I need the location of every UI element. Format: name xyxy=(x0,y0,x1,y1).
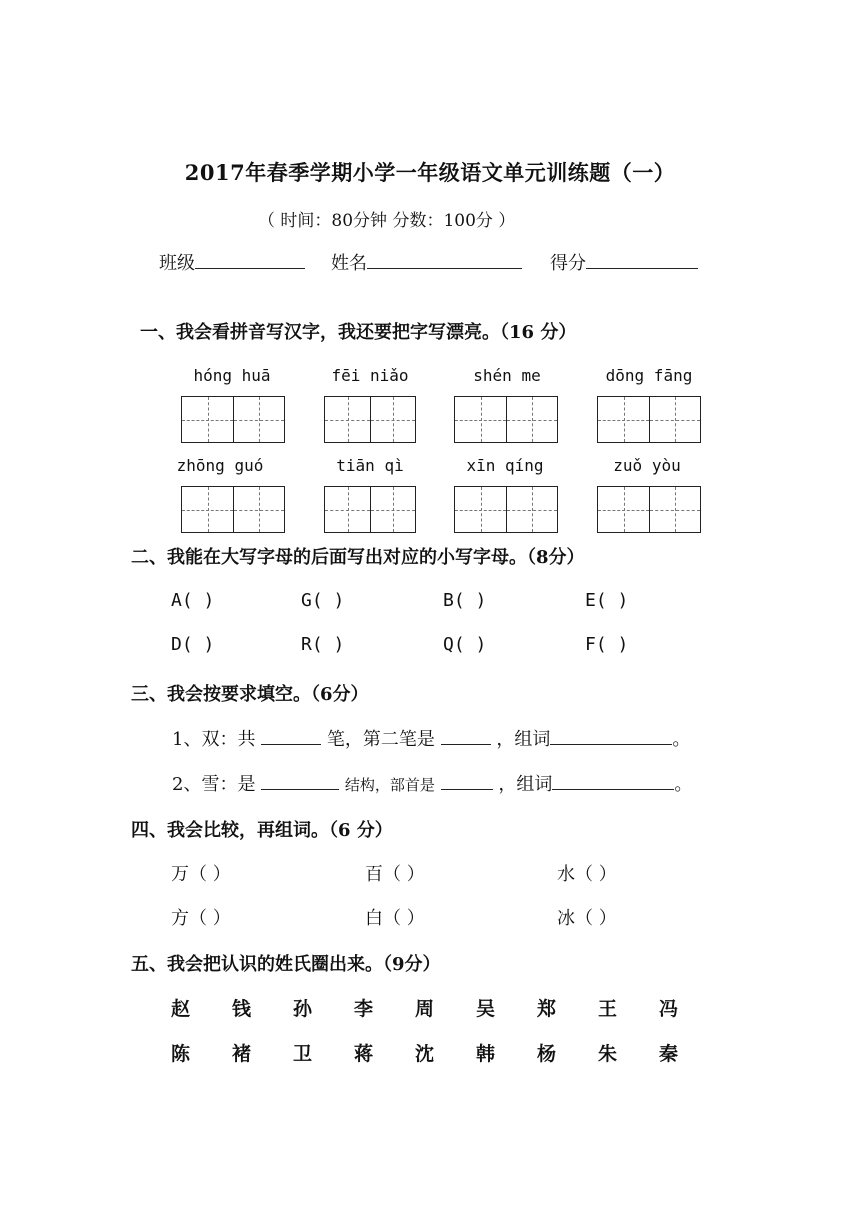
pinyin-label: hóng huā xyxy=(193,366,271,385)
fill-line-1 xyxy=(172,725,690,751)
class-label: 班级 xyxy=(159,253,195,274)
fill-text: 1、双：共 xyxy=(172,729,256,750)
surname[interactable]: 冯 xyxy=(659,998,679,1020)
writing-grid[interactable] xyxy=(597,396,701,443)
fill-text: 2、雪：是 xyxy=(172,774,256,795)
writing-grid[interactable] xyxy=(454,396,558,443)
letter-blank[interactable]: D( ) xyxy=(171,634,215,655)
writing-grid[interactable] xyxy=(181,396,285,443)
section2-heading: 二、我能在大写字母的后面写出对应的小写字母。（8分） xyxy=(131,547,585,568)
word-blank[interactable] xyxy=(552,771,674,790)
second-stroke-blank[interactable] xyxy=(441,726,491,745)
surname[interactable]: 杨 xyxy=(537,1043,557,1065)
word-blank[interactable] xyxy=(550,726,672,745)
letter-blank[interactable]: Q( ) xyxy=(443,634,487,655)
writing-grid[interactable] xyxy=(597,486,701,533)
pinyin-label: dōng fāng xyxy=(605,366,693,385)
compare-blank[interactable]: 水（ ） xyxy=(557,864,617,885)
pinyin-label: fēi niǎo xyxy=(331,366,409,385)
surname[interactable]: 孙 xyxy=(293,998,313,1020)
pinyin-label: shén me xyxy=(473,366,541,385)
class-field xyxy=(159,249,305,275)
surname[interactable]: 赵 xyxy=(171,998,191,1020)
radical-blank[interactable] xyxy=(441,771,493,790)
surname[interactable]: 秦 xyxy=(659,1043,679,1065)
letter-blank[interactable]: A( ) xyxy=(171,590,215,611)
section4-heading: 四、我会比较，再组词。（6 分） xyxy=(131,820,393,841)
fill-text: ，组词 xyxy=(496,729,551,750)
section5-heading: 五、我会把认识的姓氏圈出来。（9分） xyxy=(131,954,441,975)
letter-blank[interactable]: G( ) xyxy=(301,590,345,611)
class-blank[interactable] xyxy=(195,250,305,269)
compare-blank[interactable]: 冰（ ） xyxy=(557,908,617,929)
score-label: 得分 xyxy=(550,253,586,274)
score-blank[interactable] xyxy=(586,250,698,269)
letter-blank[interactable]: F( ) xyxy=(585,634,629,655)
surname[interactable]: 沈 xyxy=(415,1043,435,1065)
surname[interactable]: 吴 xyxy=(476,998,496,1020)
writing-grid[interactable] xyxy=(324,396,416,443)
exam-time-score: （ 时间：80分钟 分数：100分 ） xyxy=(258,211,516,231)
surname[interactable]: 卫 xyxy=(293,1043,313,1065)
surname[interactable]: 韩 xyxy=(476,1043,496,1065)
surname[interactable]: 王 xyxy=(598,998,618,1020)
fill-text: 。 xyxy=(672,729,691,750)
surname[interactable]: 周 xyxy=(415,998,435,1020)
compare-blank[interactable]: 白（ ） xyxy=(365,908,425,929)
letter-blank[interactable]: E( ) xyxy=(585,590,629,611)
surname[interactable]: 朱 xyxy=(598,1043,618,1065)
fill-text: 结构，部首是 xyxy=(344,776,435,794)
structure-blank[interactable] xyxy=(261,771,339,790)
writing-grid[interactable] xyxy=(454,486,558,533)
score-field xyxy=(550,249,698,275)
pinyin-label: tiān qì xyxy=(336,456,404,475)
writing-grid[interactable] xyxy=(324,486,416,533)
letter-blank[interactable]: R( ) xyxy=(301,634,345,655)
compare-blank[interactable]: 方（ ） xyxy=(171,908,231,929)
name-field xyxy=(331,249,522,275)
writing-grid[interactable] xyxy=(181,486,285,533)
pinyin-label: zhōng guó xyxy=(176,456,264,475)
name-blank[interactable] xyxy=(367,250,522,269)
section3-heading: 三、我会按要求填空。（6分） xyxy=(131,684,369,705)
pinyin-label: xīn qíng xyxy=(466,456,544,475)
surname[interactable]: 蒋 xyxy=(354,1043,374,1065)
section1-heading: 一、我会看拼音写汉字，我还要把字写漂亮。（16 分） xyxy=(140,322,577,343)
name-label: 姓名 xyxy=(331,253,367,274)
stroke-count-blank[interactable] xyxy=(261,726,321,745)
fill-line-2 xyxy=(172,770,692,796)
compare-blank[interactable]: 百（ ） xyxy=(365,864,425,885)
surname[interactable]: 陈 xyxy=(171,1043,191,1065)
surname[interactable]: 郑 xyxy=(537,998,557,1020)
letter-blank[interactable]: B( ) xyxy=(443,590,487,611)
surname[interactable]: 李 xyxy=(354,998,374,1020)
pinyin-label: zuǒ yòu xyxy=(613,456,681,475)
page-title: 2017年春季学期小学一年级语文单元训练题（一） xyxy=(184,160,676,185)
surname[interactable]: 钱 xyxy=(232,998,252,1020)
fill-text: 。 xyxy=(674,774,693,795)
fill-text: 笔，第二笔是 xyxy=(326,729,435,750)
surname[interactable]: 褚 xyxy=(232,1043,252,1065)
fill-text: ，组词 xyxy=(498,774,553,795)
compare-blank[interactable]: 万（ ） xyxy=(171,864,231,885)
